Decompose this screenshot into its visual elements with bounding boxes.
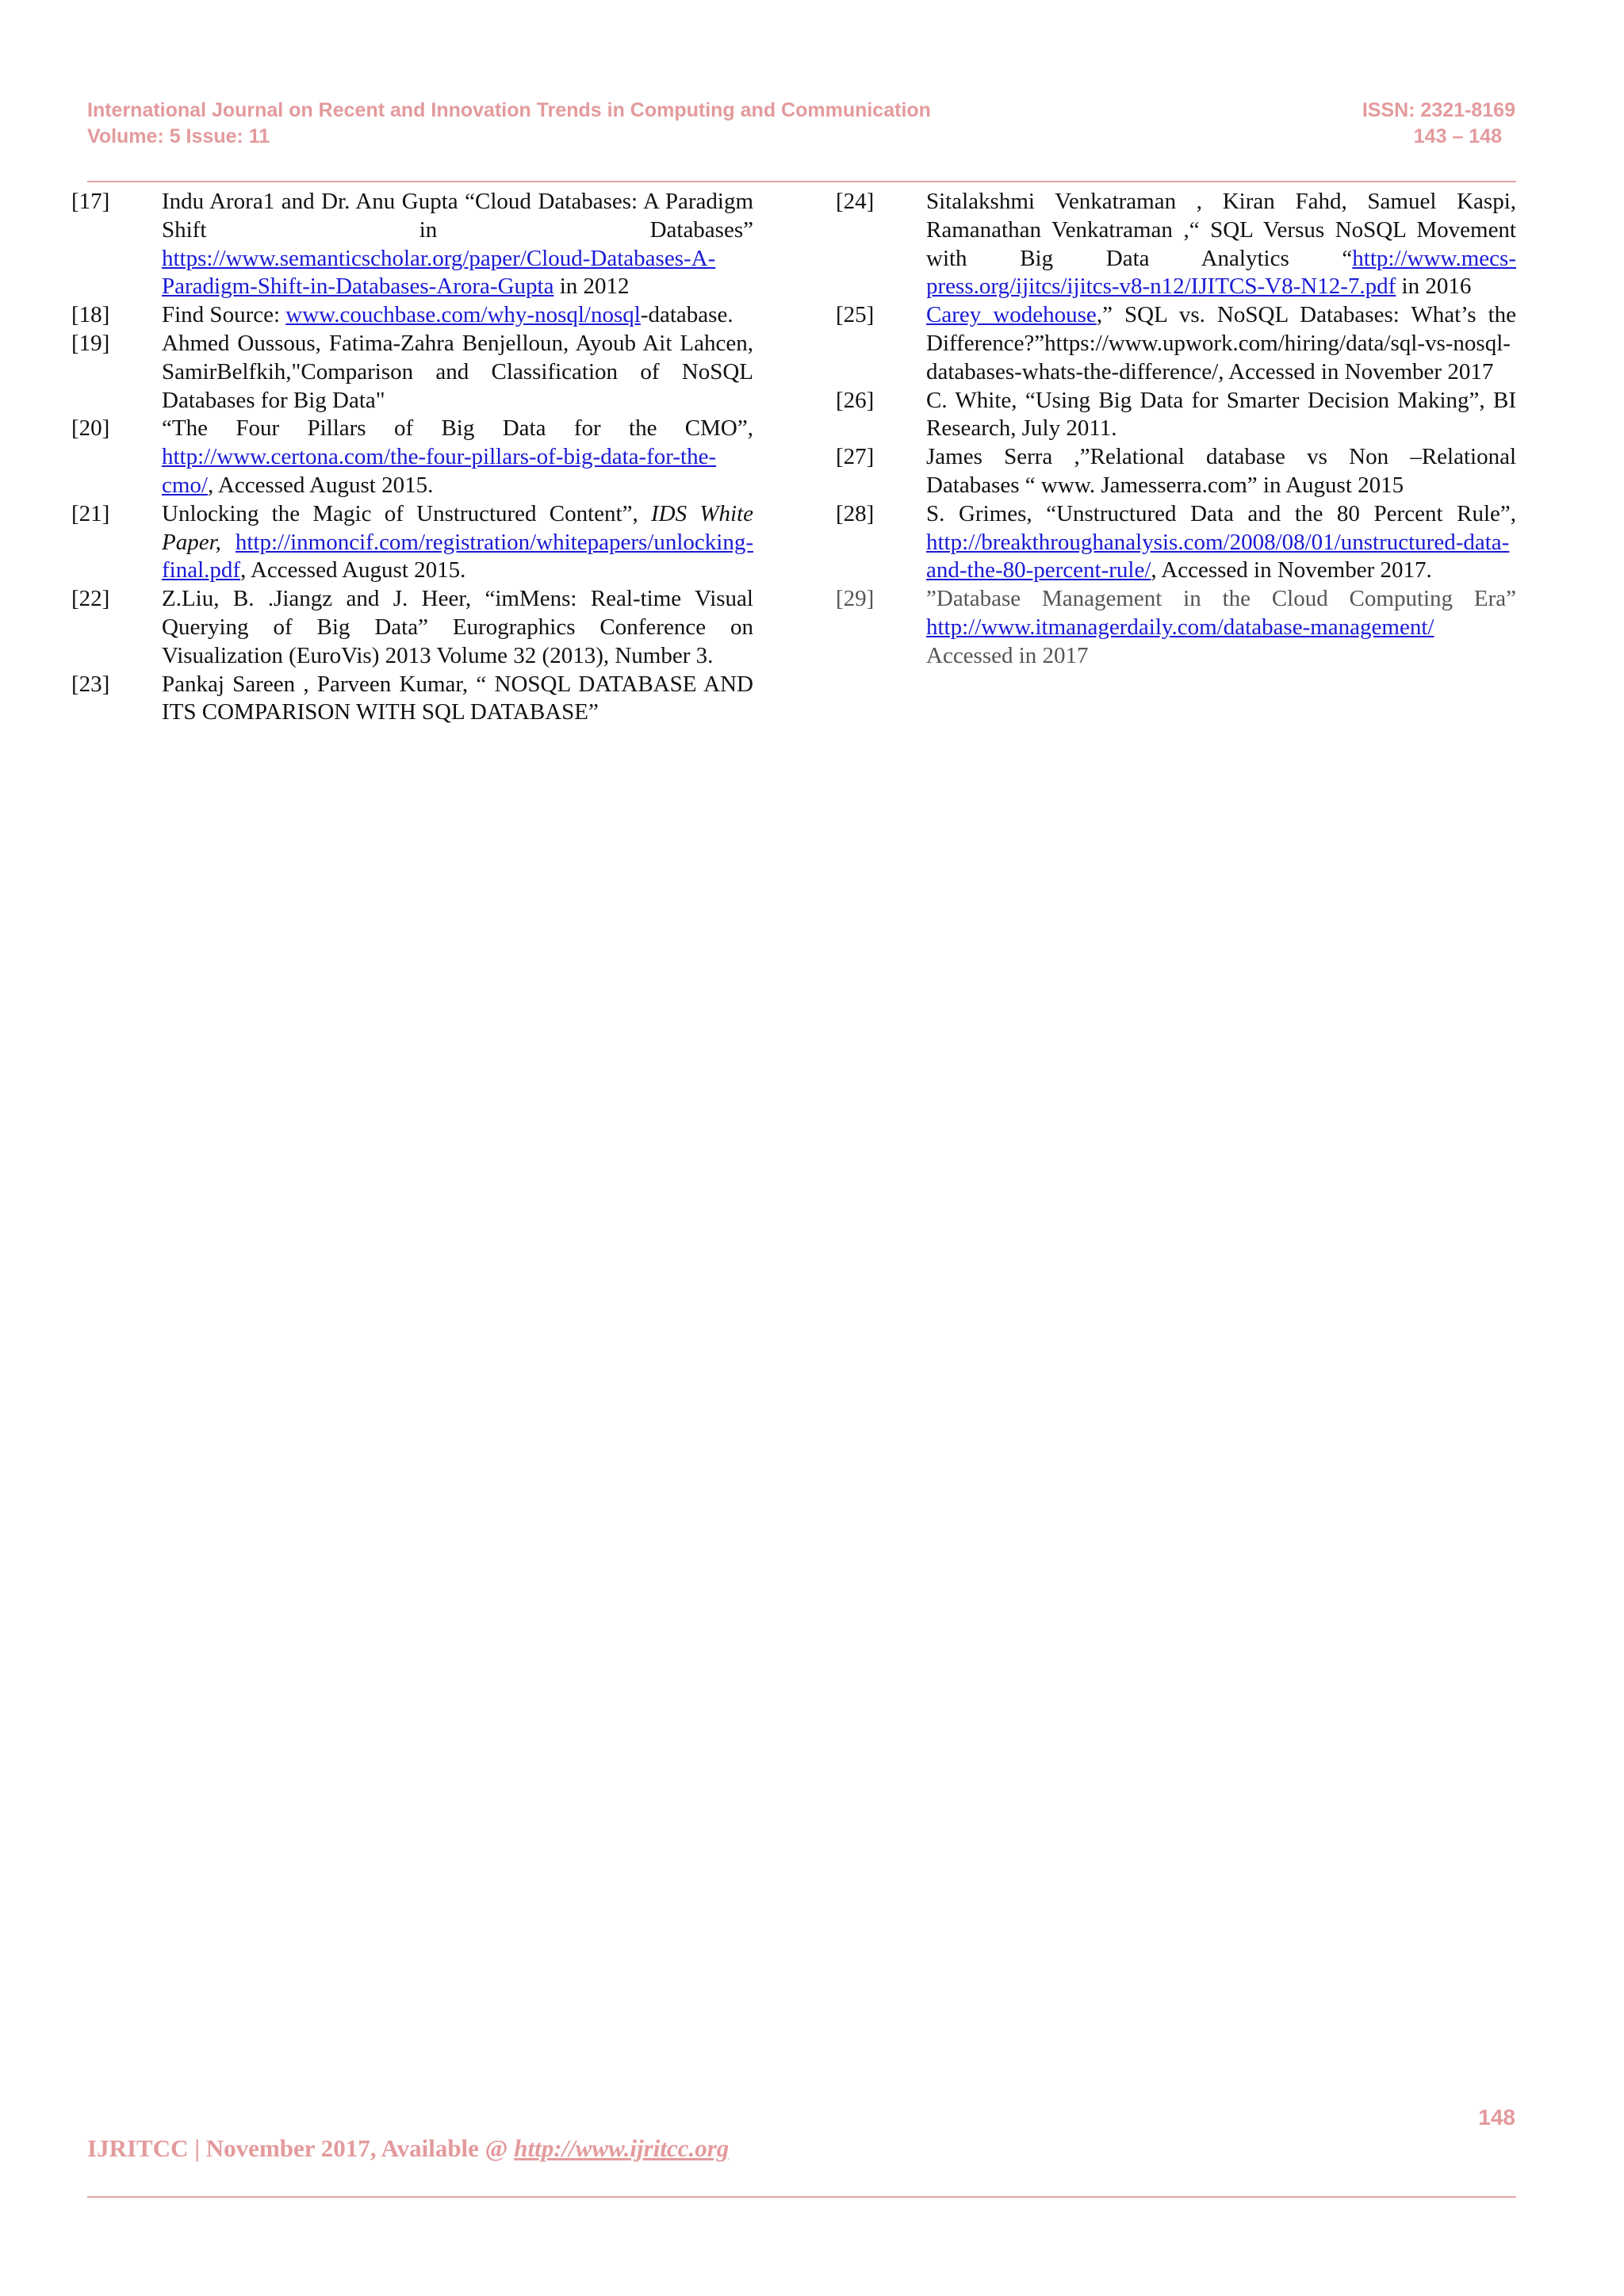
reference-number: [27] [836, 444, 875, 470]
references-right-column [836, 188, 1516, 671]
reference-number: [21] [71, 500, 110, 526]
reference-number: [18] [71, 302, 110, 328]
reference-link[interactable]: http://breakthroughanalysis.com/2008/08/01/unstructured-data-and-the-80-percent-rule/ [926, 529, 1510, 584]
reference-text: Unlocking the Magic of Unstructured Content”, [162, 500, 651, 526]
reference-text: Pankaj Sareen , Parveen Kumar, “ NOSQL DATABASE AND ITS COMPARISON WITH SQL DATABASE” [162, 671, 753, 725]
reference-21 [71, 500, 753, 585]
reference-number: [24] [836, 189, 875, 214]
reference-text: Z.Liu, B. .Jiangz and J. Heer, “imMens: Real-time Visual Querying of Big Data” Eurographics Conference on Visualization (EuroVis) 2013 Volume 32 (2013), Number 3. [162, 586, 753, 668]
reference-28 [836, 500, 1516, 585]
reference-link[interactable]: http://www.itmanagerdaily.com/database-management/ [926, 614, 1434, 640]
footer-text: IJRITCC | November 2017, Available @ [87, 2134, 515, 2162]
reference-text: C. White, “Using Big Data for Smarter Decision Making”, BI Research, July 2011. [926, 387, 1516, 442]
reference-number: [22] [71, 586, 110, 612]
reference-link[interactable]: Carey wodehouse [926, 302, 1097, 328]
reference-20 [71, 415, 753, 499]
reference-text-tail: , Accessed August 2015. [240, 557, 466, 584]
references-left-column [71, 188, 753, 727]
page-range: 143 – 148 [1413, 125, 1502, 147]
reference-number: [23] [71, 671, 110, 697]
reference-text-tail: in 2016 [1396, 274, 1472, 300]
reference-29 [836, 585, 1516, 670]
reference-link[interactable]: https://www.semanticscholar.org/paper/Cloud-Databases-A-Paradigm-Shift-in-Databases-Arora-Gupta [162, 245, 716, 300]
reference-text-tail: in 2012 [553, 274, 630, 300]
reference-text: ”Database Management in the Cloud Computing Era” [926, 586, 1516, 612]
reference-italic-text: IDS White Paper, [162, 500, 753, 555]
reference-text-tail: Accessed in 2017 [926, 642, 1089, 668]
reference-27 [836, 443, 1516, 500]
reference-text: “The Four Pillars of Big Data for the CMO”, [162, 415, 753, 442]
footer-divider [87, 2196, 1516, 2198]
reference-text: James Serra ,”Relational database vs Non –Relational Databases “ www. Jamesserra.com” in August 2015 [926, 444, 1516, 498]
journal-title: International Journal on Recent and Innovation Trends in Computing and Communication [87, 99, 931, 121]
reference-text: Indu Arora1 and Dr. Anu Gupta “Cloud Databases: A Paradigm Shift in Databases” [162, 189, 753, 243]
reference-number: [17] [71, 189, 110, 214]
reference-text-tail: -database. [640, 302, 733, 328]
reference-number: [29] [836, 586, 875, 612]
reference-text: S. Grimes, “Unstructured Data and the 80 Percent Rule”, [926, 500, 1516, 526]
volume-issue: Volume: 5 Issue: 11 [87, 125, 270, 147]
reference-number: [25] [836, 302, 875, 328]
reference-number: [28] [836, 500, 875, 526]
reference-24 [836, 188, 1516, 301]
reference-text-tail: ,” SQL vs. NoSQL Databases: What’s the Difference?”https://www.upwork.com/hiring/data/sql-vs-nosql-databases-whats-the-difference/, Accessed in November 2017 [926, 302, 1517, 385]
reference-26 [836, 387, 1516, 444]
reference-text-tail: , Accessed August 2015. [208, 472, 434, 498]
reference-text: Ahmed Oussous, Fatima-Zahra Benjelloun, Ayoub Ait Lahcen, SamirBelfkih,"Comparison and Classification of NoSQL Databases for Big Data" [162, 330, 753, 413]
reference-text-tail: , Accessed in November 2017. [1151, 557, 1432, 584]
reference-25 [836, 301, 1516, 386]
reference-19 [71, 330, 753, 415]
footer-link[interactable]: http://www.ijritcc.org [514, 2134, 730, 2162]
reference-link[interactable]: www.couchbase.com/why-nosql/nosql [285, 302, 641, 328]
reference-number: [26] [836, 387, 875, 413]
page-number: 148 [1478, 2105, 1515, 2130]
reference-17 [71, 188, 753, 301]
header-divider [87, 181, 1516, 182]
reference-number: [20] [71, 415, 110, 442]
reference-link[interactable]: http://www.mecs-press.org/ijitcs/ijitcs-v8-n12/IJITCS-V8-N12-7.pdf [926, 245, 1516, 300]
reference-link[interactable]: http://inmoncif.com/registration/whitepapers/unlocking-final.pdf [162, 529, 753, 584]
reference-22 [71, 585, 753, 670]
issn: ISSN: 2321-8169 [1362, 99, 1515, 121]
reference-text: Find Source: [162, 302, 286, 328]
reference-number: [19] [71, 330, 110, 356]
reference-link[interactable]: http://www.certona.com/the-four-pillars-of-big-data-for-the-cmo/ [162, 444, 717, 498]
reference-text: Sitalakshmi Venkatraman , Kiran Fahd, Samuel Kaspi, Ramanathan Venkatraman ,“ SQL Versus NoSQL Movement with Big Data Analytics “ [926, 189, 1516, 271]
footer [87, 2134, 729, 2163]
reference-23 [71, 671, 753, 728]
reference-18 [71, 301, 753, 330]
